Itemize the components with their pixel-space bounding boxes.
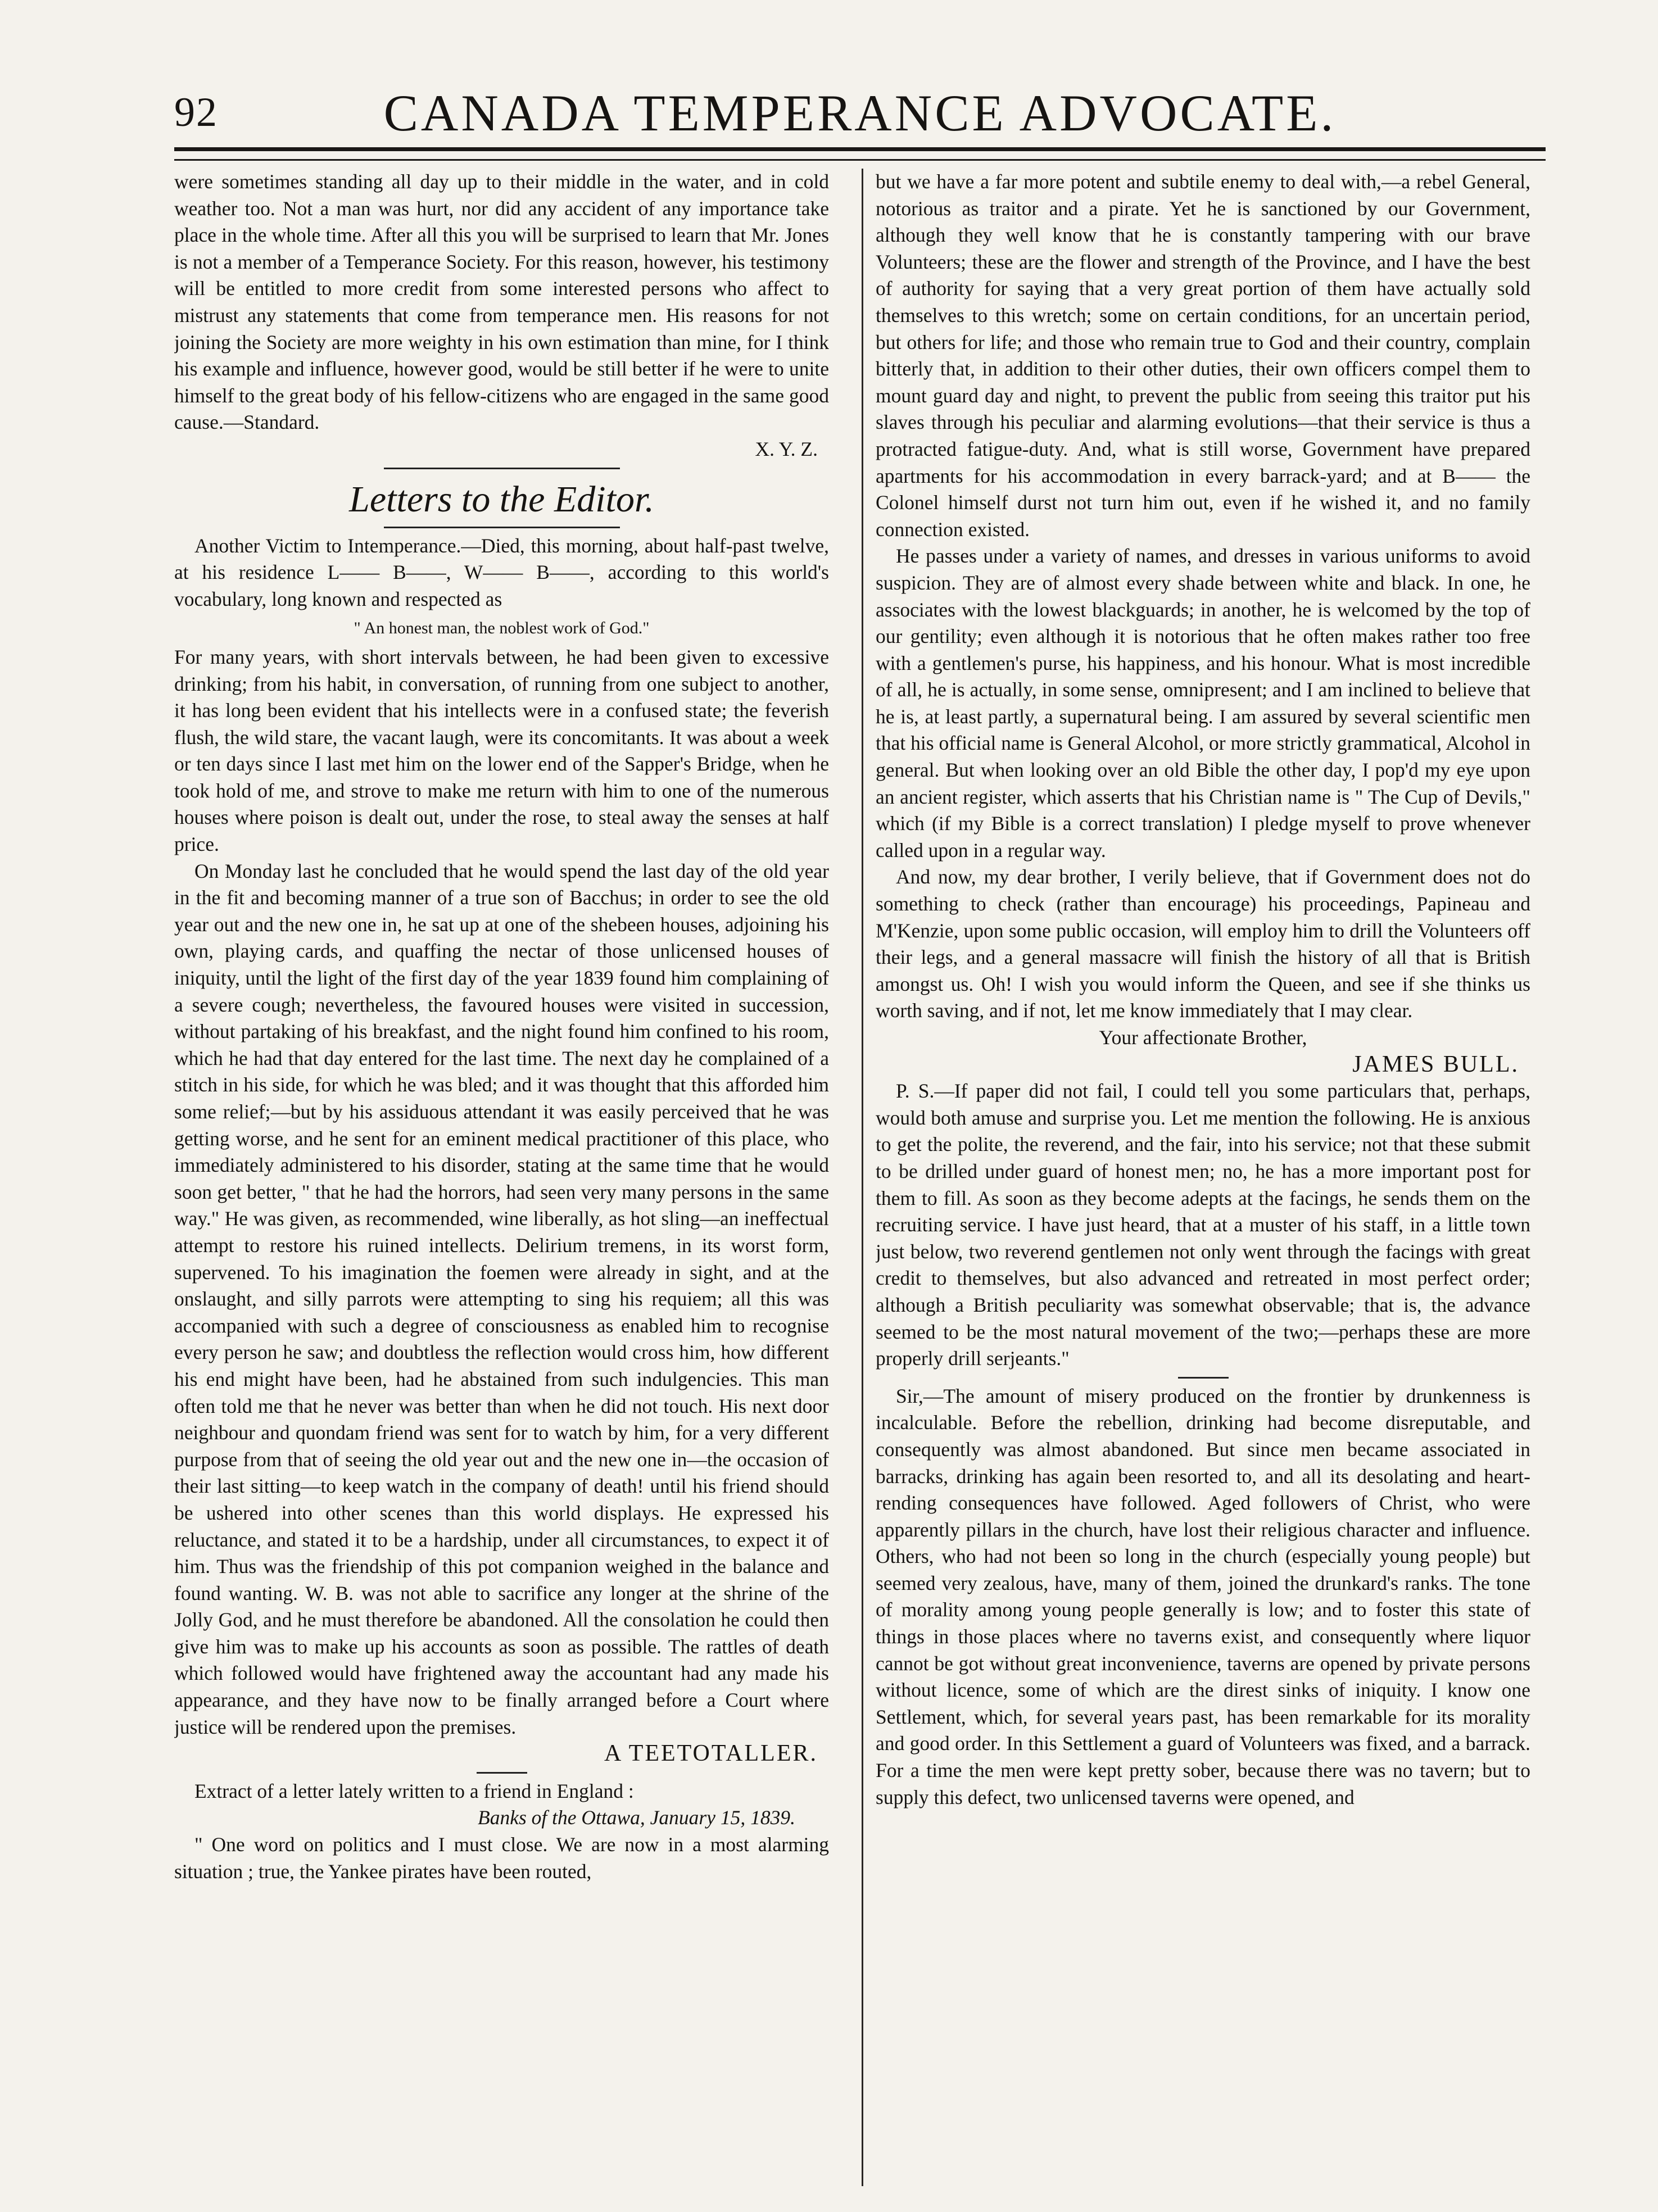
- extract-intro: Extract of a letter lately written to a friend in England :: [194, 1779, 634, 1802]
- separator-rule: [477, 1772, 527, 1774]
- article-signature: X. Y. Z.: [755, 437, 818, 460]
- publication-title: CANADA TEMPERANCE ADVOCATE.: [383, 84, 1337, 142]
- letter-paragraph: He passes under a variety of names, and dresses in various uniforms to avoid suspicion. They are of almost every shade between white and black. In one, he associates with the lowest blackguards; in another, he is welcomed by the top of our gentility; even although it is notorious that he often makes rather too free with a gentlemen's purse, his happiness, and his honour. What is most incredible of all, he is actually, in some sense, omnipresent; and I am inclined to believe that he is, at least partly, a supernatural being. I am assured by several scientific men that his official name is General Alcohol, or more strictly grammatical, Alcohol in general. But when looking over an old Bible the other day, I pop'd my eye upon an ancient register, which asserts that his Christian name is " The Cup of Devils," which (if my Bible is a correct translation) I pledge myself to prove whenever called upon in a regular way.: [876, 545, 1530, 862]
- letter-paragraph: Another Victim to Intemperance.—Died, this morning, about half-past twelve, at his residence L—— B——, W—— B——, according to this world's vocabulary, long known and respected as: [174, 534, 829, 610]
- letter-signature: JAMES BULL.: [1352, 1051, 1519, 1077]
- page-header: [174, 79, 1546, 140]
- separator-rule: [1178, 1377, 1229, 1379]
- section-title: Letters to the Editor.: [349, 478, 654, 520]
- letter-dateline: Banks of the Ottawa, January 15, 1839.: [478, 1806, 795, 1829]
- section-rule: [384, 527, 620, 528]
- letter-paragraph: but we have a far more potent and subtile enemy to deal with,—a rebel General, notorious as traitor and a pirate. Yet he is sanctioned by our Government, although they well know that he is constantly tampering with our brave Volunteers; these are the flower and strength of the Province, and I have the best of authority for saying that a very great portion of them have actually sold themselves to this wretch; some on certain conditions, for an uncertain period, but others for life; and those who remain true to God and their country, complain bitterly that, in addition to their other duties, their own officers compel them to mount guard day and night, to prevent the public from seeing this traitor put his slaves through his peculiar and alarming evolutions—that their service is thus a protracted fatigue-duty. And, what is still worse, Government have prepared apartments for his accommodation in every barrack-yard; and at B—— the Colonel himself durst not turn him out, even if he wished it, and no family connection existed.: [876, 170, 1530, 541]
- postscript: P. S.—If paper did not fail, I could tell you some particulars that, perhaps, would both amuse and surprise you. Let me mention the following. He is anxious to get the polite, the reverend, and the fair, into his service; not that these submit to be drilled under guard of honest men; no, he has a more important post for them to fill. As soon as they become adepts at the facings, he sends them on the recruiting service. I have just heard, that at a muster of his staff, in a little town just below, two reverend gentlemen not only went through the facings with great credit to themselves, but also advanced and retreated in most perfect order; although a British peculiarity was somewhat observable; that is, the advance seemed to be the most natural movement of the two;—perhaps these are more properly drill serjeants.": [876, 1080, 1530, 1370]
- letter-paragraph: " One word on politics and I must close. We are now in a most alarming situation ; true, the Yankee pirates have been routed,: [174, 1833, 829, 1883]
- page-number: 92: [174, 89, 218, 135]
- letter-paragraph: And now, my dear brother, I verily believe, that if Government does not do something to check (rather than encourage) his proceedings, Papineau and M'Kenzie, upon some public occasion, will employ him to drill the Volunteers off their legs, and a general massacre will finish the history of all that is British amongst us. Oh! I wish you would inform the Queen, and see if she thinks us worth saving, and if not, let me know immediately that I may clear.: [876, 865, 1530, 1022]
- letter-closing: Your affectionate Brother,: [1099, 1026, 1307, 1049]
- right-column: [876, 169, 1530, 2186]
- letter-signature: A TEETOTALLER.: [604, 1740, 818, 1767]
- motto-quote: " An honest man, the noblest work of God.": [354, 619, 650, 638]
- letter-paragraph: Sir,—The amount of misery produced on the frontier by drunkenness is incalculable. Before the rebellion, drinking had become disreputable, and consequently was almost abandoned. But since men became associated in barracks, drinking has again been resorted to, and all its desolating and heart-rending consequences have followed. Aged followers of Christ, who were apparently pillars in the church, have lost their religious character and influence. Others, who had not been so long in the church (especially young people) but seemed very zealous, have, many of them, joined the drunkard's ranks. The tone of morality among young people generally is low; and to foster this state of things in those places where no taverns exist, and consequently where liquor cannot be got without great inconvenience, taverns are opened by private persons without licence, some of which are the direst sinks of iniquity. I know one Settlement, which, for several years past, has been remarkable for its morality and good order. In this Settlement a guard of Volunteers was fixed, and a barrack. For a time the men were kept pretty sober, because there was no tavern; but to supply this defect, two unlicensed taverns were opened, and: [876, 1384, 1530, 1808]
- letter-paragraph: On Monday last he concluded that he would spend the last day of the old year in the fit and becoming manner of a true son of Bacchus; in order to see the old year out and the new one in, he sat up at one of the shebeen houses, adjoining his own, playing cards, and quaffing the nectar of those unlicensed houses of iniquity, until the light of the first day of the year 1839 found him complaining of a severe cough; nevertheless, the favoured houses were visited in succession, without partaking of his breakfast, and the night found him confined to his room, which he had that day entered for the last time. The next day he complained of a stitch in his side, for which he was bled; and it was thought that this afforded him some relief;—but by his assiduous attendant it was easily perceived that he was getting worse, and he sent for an eminent medical practitioner of this place, who immediately administered to his disorder, stating at the same time that he would soon get better, " that he had the horrors, had seen very many persons in the same way." He was given, as recommended, wine liberally, as hot sling—an ineffectual attempt to restore his ruined intellects. Delirium tremens, in its worst form, supervened. To his imagination the foemen were already in sight, and at the onslaught, and silly parrots were attempting to sing his requiem; all this was accompanied with such a degree of consciousness as enabled him to recognise every person he saw; and doubtless the reflection would cross him, how different his end might have been, had he abstained from such indulgencies. This man often told me that he never was better than when he did not touch. His next door neighbour and quondam friend was sent for to watch by him, for a very different purpose from that of seeing the old year out and the new one in—the occasion of their last sitting—to keep watch in the company of death! until his friend should be ushered into other scenes than this world displays. He expressed his reluctance, and stated it to be a hardship, under all circumstances, to expect it of him. Thus was the friendship of this pot companion weighed in the balance and found wanting. W. B. was not able to sacrifice any longer at the shrine of the Jolly God, and he must therefore be abandoned. All the consolation he could then give him was to make up his accounts as soon as possible. The rattles of death which followed would have frightened away the accountant had any made his appearance, and they have now to be finally arranged before a Court where justice will be rendered upon the premises.: [174, 859, 829, 1738]
- left-column: [174, 169, 829, 2186]
- article-continuation: were sometimes standing all day up to their middle in the water, and in cold weather too. Not a man was hurt, nor did any accident of any importance take place in the whole time. After all this you will be surprised to learn that Mr. Jones is not a member of a Temperance Society. For this reason, however, his testimony will be entitled to more credit from some interested persons who affect to mistrust any statements that come from temperance men. His reasons for not joining the Society are more weighty in his own estimation than mine, for I think his example and influence, however good, would be still better if he were to unite himself to the great body of his fellow-citizens who are engaged in the same good cause.—Standard.: [174, 170, 829, 434]
- letter-paragraph: For many years, with short intervals between, he had been given to excessive drinking; from his habit, in conversation, of running from one subject to another, it has long been evident that his intellects were in a confused state; the feverish flush, the wild stare, the vacant laugh, were its concomitants. It was about a week or ten days since I last met him on the lower end of the Sapper's Bridge, when he took hold of me, and strove to make me return with him to one of the numerous houses where poison is dealt out, under the rose, to steal away the senses at half price.: [174, 645, 829, 856]
- section-rule: [384, 468, 620, 469]
- column-divider: [862, 169, 863, 2186]
- header-rule: [174, 147, 1546, 161]
